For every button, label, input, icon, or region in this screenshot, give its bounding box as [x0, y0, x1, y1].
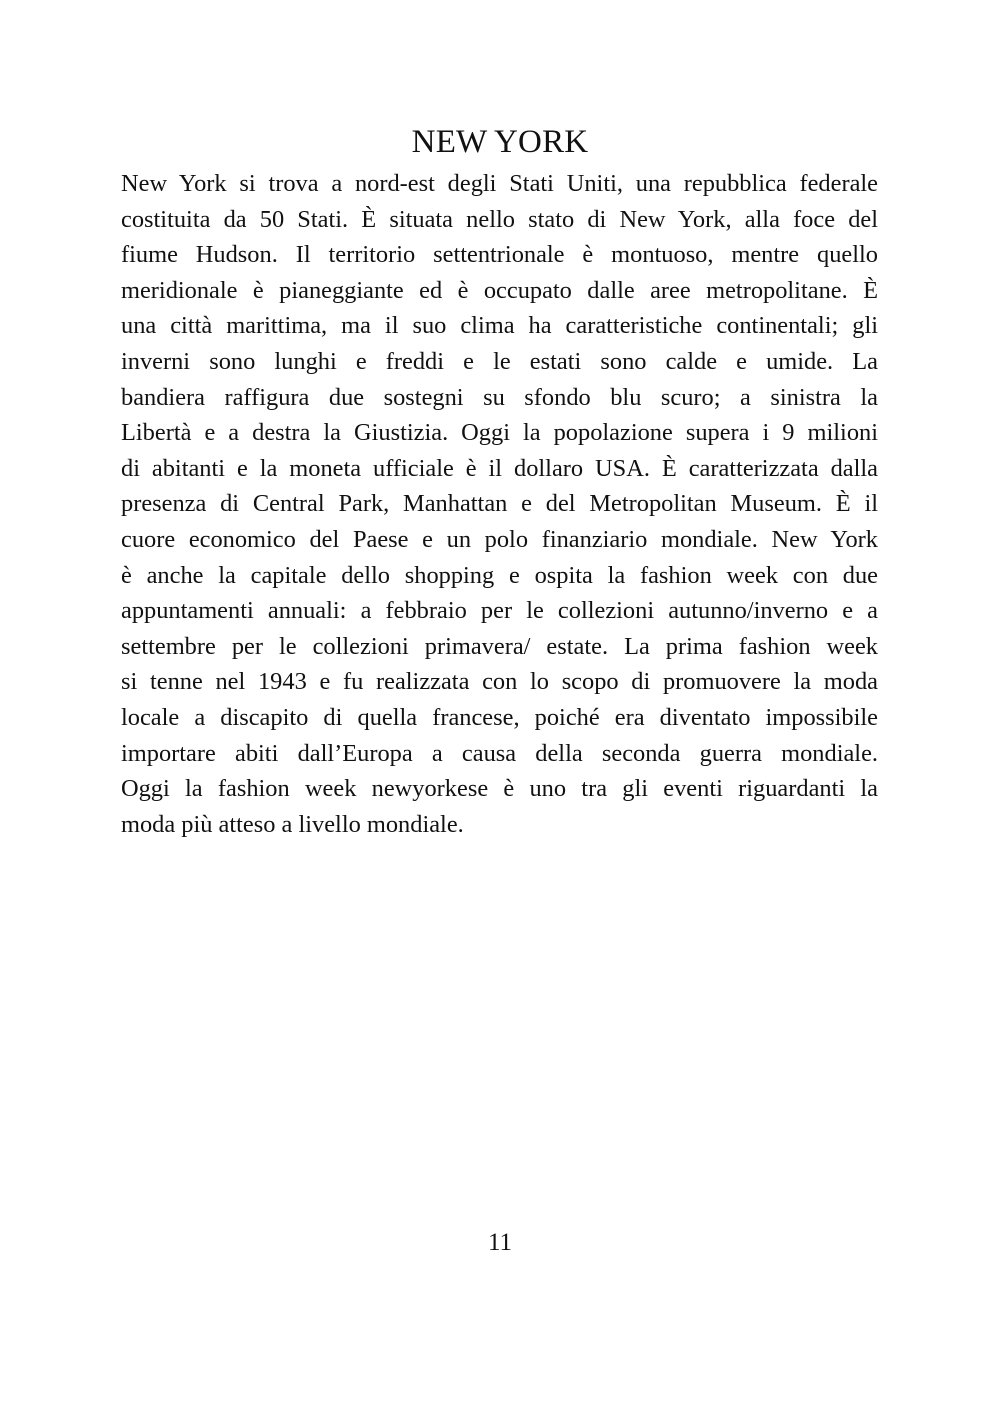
text-line: è anche la capitale dello shopping e ospita la fashion week con due [121, 561, 878, 589]
text-line: locale a discapito di quella francese, poiché era diventato impossibile [121, 703, 878, 731]
text-line: fiume Hudson. Il territorio settentrionale è montuoso, mentre quello [121, 241, 878, 269]
body-paragraph [121, 166, 878, 842]
text-line: costituita da 50 Stati. È situata nello stato di New York, alla foce del [121, 205, 878, 233]
text-line: moda più atteso a livello mondiale. [121, 810, 464, 838]
text-line: settembre per le collezioni primavera/ estate. La prima fashion week [121, 632, 878, 660]
page-title: NEW YORK [411, 124, 589, 160]
text-line: si tenne nel 1943 e fu realizzata con lo scopo di promuovere la moda [121, 668, 878, 696]
text-line: cuore economico del Paese e un polo finanziario mondiale. New York [121, 525, 878, 553]
text-line: bandiera raffigura due sostegni su sfondo blu scuro; a sinistra la [121, 383, 878, 411]
page-number: 11 [487, 1229, 513, 1256]
text-line: di abitanti e la moneta ufficiale è il dollaro USA. È caratterizzata dalla [121, 454, 878, 482]
text-line: meridionale è pianeggiante ed è occupato dalle aree metropolitane. È [121, 276, 878, 304]
text-line: Oggi la fashion week newyorkese è uno tra gli eventi riguardanti la [121, 775, 878, 803]
text-line: importare abiti dall’Europa a causa della seconda guerra mondiale. [121, 739, 878, 767]
text-line: una città marittima, ma il suo clima ha caratteristiche continentali; gli [121, 312, 878, 340]
text-line: inverni sono lunghi e freddi e le estati sono calde e umide. La [121, 347, 878, 375]
text-line: presenza di Central Park, Manhattan e del Metropolitan Museum. È il [121, 490, 878, 518]
text-line: New York si trova a nord-est degli Stati Uniti, una repubblica federale [121, 170, 878, 197]
text-line: Libertà e a destra la Giustizia. Oggi la popolazione supera i 9 milioni [121, 419, 878, 447]
text-line: appuntamenti annuali: a febbraio per le collezioni autunno/inverno e a [121, 597, 878, 625]
